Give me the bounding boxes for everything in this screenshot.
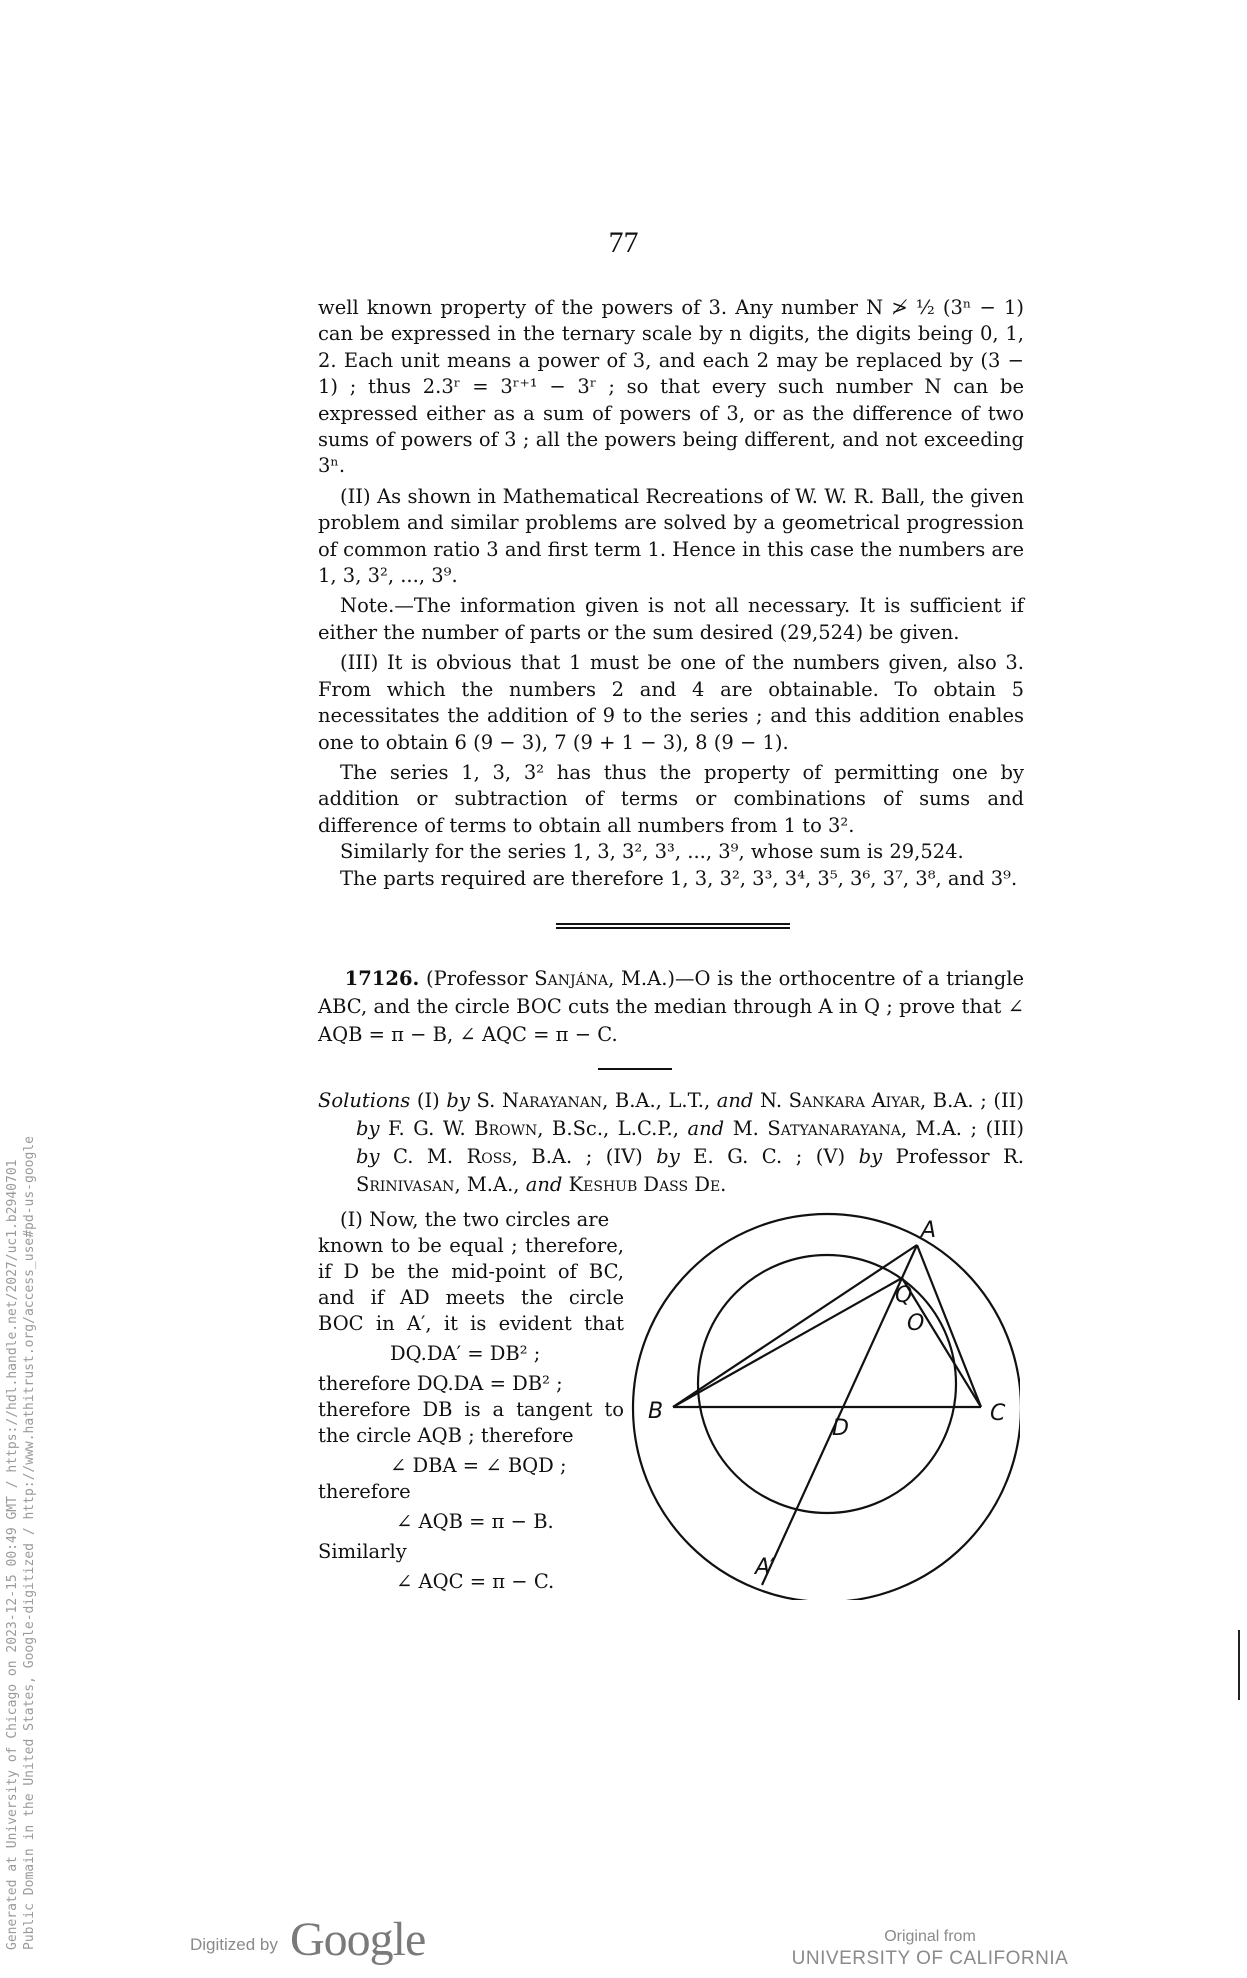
solutions-fragment: C. M. xyxy=(379,1145,467,1168)
proof-line: BOC in A′, it is evident that xyxy=(318,1312,624,1335)
solutions-fragment: Keshub Dass De xyxy=(568,1173,721,1196)
solutions-fragment: , B.A. ; (II) xyxy=(920,1089,1024,1112)
solutions-fragment: by xyxy=(446,1089,470,1112)
line: either the number of parts or the sum desired (29,524) be given. xyxy=(318,620,960,644)
problem-number: 17126. xyxy=(344,967,420,990)
author-prefix: (Professor xyxy=(425,967,535,990)
continuation-text xyxy=(318,295,1024,896)
proof-line: and if AD meets the circle xyxy=(318,1286,624,1309)
line: 0, 1, 2. Each unit means a power of 3, and each 2 may be replaced xyxy=(318,322,1025,372)
paragraph-parts-required: The parts required are therefore 1, 3, 3², 3³, 3⁴, 3⁵, 3⁶, 3⁷, 3⁸, and 3⁹. xyxy=(340,866,1018,890)
solutions-fragment: , B.A. ; (IV) xyxy=(511,1145,657,1168)
label-o: O xyxy=(907,1311,925,1336)
label-b: B xyxy=(648,1399,664,1424)
equation: ∠ AQC = π − C. xyxy=(396,1570,555,1593)
line: can be expressed in the ternary scale by n digits, the digits being xyxy=(318,322,974,346)
solutions-fragment: by xyxy=(858,1145,883,1168)
proof-line: Similarly xyxy=(318,1540,407,1563)
line: (II) As shown in Mathematical Recreations of W. W. R. Ball, the xyxy=(340,484,964,508)
line: The series 1, 3, 3² has thus the property of permitting one by xyxy=(340,760,1024,784)
solutions-fragment: Sankara Aiyar xyxy=(788,1089,921,1112)
line: From which the numbers 2 and 4 are obtainable. To obtain 5 xyxy=(318,677,1024,701)
proof-line: therefore DB is a tangent to xyxy=(318,1398,624,1421)
line: two sums of powers of 3 ; all the powers being different, and not xyxy=(318,401,1024,452)
paragraph-series xyxy=(318,760,1024,839)
watermark-line: Public Domain in the United States, Google-digitized / http://www.hathitrust.org/access_use#pd-us-google xyxy=(22,1136,37,1950)
solutions-fragment: S. xyxy=(469,1089,502,1112)
proof-line: therefore DQ.DA = DB² ; xyxy=(318,1372,563,1395)
line: of terms to obtain all numbers from 1 to 3². xyxy=(424,813,855,837)
solutions-fragment: Professor R. xyxy=(882,1145,1025,1168)
solutions-fragment: Satyanarayana xyxy=(767,1117,901,1140)
solutions-fragment: , M.A., xyxy=(454,1173,526,1196)
solutions-fragment: Brown xyxy=(474,1117,538,1140)
geometry-figure xyxy=(630,1200,1020,1600)
line: given problem and similar problems are solved by a geometrical xyxy=(318,484,1025,535)
equation: ∠ AQB = π − B. xyxy=(396,1510,554,1533)
problem-statement xyxy=(318,965,1024,1049)
solutions-fragment: , M.A. ; (III) xyxy=(900,1117,1024,1140)
solutions-fragment: and xyxy=(716,1089,754,1112)
line: necessitates the addition of 9 to the series ; and this addition enables xyxy=(318,704,1024,728)
line: (III) It is obvious that 1 must be one of the numbers given, also 3. xyxy=(340,651,1024,675)
label-a-prime: A′ xyxy=(755,1555,776,1580)
line: well known property of the powers of 3. Any number N ≯ ½ (3ⁿ − 1) xyxy=(318,296,1024,319)
segment-qc xyxy=(902,1278,981,1407)
line: by (3 − 1) ; thus 2.3ʳ = 3ʳ⁺¹ − 3ʳ ; so that every such number N can be xyxy=(318,348,1025,399)
solutions-fragment: Narayanan xyxy=(501,1089,603,1112)
solutions-fragment: and xyxy=(525,1173,563,1196)
proof-line: known to be equal ; therefore, xyxy=(318,1234,624,1257)
solutions-fragment: M. xyxy=(724,1117,768,1140)
paragraph-part-iii xyxy=(318,650,1024,756)
problem-text: O is the orthocentre of a triangle ABC, and the circle BOC cuts the median through A in Q ; prove that ∠ AQB = π − B, ∠ AQC = π − C. xyxy=(318,967,1025,1046)
solutions-fragment: by xyxy=(656,1145,680,1168)
proof-line: therefore xyxy=(318,1480,411,1503)
paragraph-similarly: Similarly for the series 1, 3, 3², 3³, ..., 3⁹, whose sum is 29,524. xyxy=(340,840,964,864)
solutions-fragment: by xyxy=(356,1117,380,1140)
segment-bq xyxy=(673,1278,902,1407)
circle-boc xyxy=(698,1255,956,1513)
author-name: Sanjána xyxy=(534,967,609,990)
page-number: 77 xyxy=(608,226,639,259)
paragraph-ternary xyxy=(318,295,1024,480)
original-source xyxy=(780,1928,1080,1970)
scan-edge-mark xyxy=(1238,1630,1240,1700)
solutions-fragment: . xyxy=(720,1173,727,1196)
line: Note.—The information given is not all necessary. It is sufficient if xyxy=(340,594,1024,618)
digitized-by-google xyxy=(190,1912,450,1972)
label-d: D xyxy=(832,1416,849,1441)
paragraph-part-ii xyxy=(318,484,1024,590)
label-a: A xyxy=(921,1218,937,1243)
label-q: Q xyxy=(895,1283,913,1308)
google-logo: Google xyxy=(290,1913,426,1966)
equation: DQ.DA′ = DB² ; xyxy=(390,1342,541,1365)
solutions-authors xyxy=(356,1089,1024,1196)
solutions-fragment: Srinivasan xyxy=(356,1173,455,1196)
solutions-fragment: , B.Sc., L.C.P., xyxy=(537,1117,688,1140)
original-from-label: Original from xyxy=(884,1928,976,1945)
university-name: UNIVERSITY OF CALIFORNIA xyxy=(791,1948,1069,1969)
solutions-fragment: (I) xyxy=(410,1089,447,1112)
proof-text xyxy=(318,1207,624,1595)
digitized-by-label: Digitized by xyxy=(190,1935,278,1954)
solutions-fragment: and xyxy=(687,1117,725,1140)
solutions-fragment: E. G. C. ; (V) xyxy=(679,1145,859,1168)
watermark-line: Generated at University of Chicago on 2023-12-15 00:49 GMT / https://hdl.handle.net/2027/uc1.b2940701 xyxy=(5,1159,20,1950)
short-divider xyxy=(598,1068,672,1070)
solutions-fragment: N. xyxy=(753,1089,789,1112)
proof-line: the circle AQB ; therefore xyxy=(318,1424,574,1447)
label-c: C xyxy=(990,1401,1006,1426)
line: exceeding 3ⁿ. xyxy=(318,428,1024,478)
author-suffix: , M.A.)— xyxy=(608,967,695,990)
solutions-label: Solutions xyxy=(318,1089,411,1112)
line: one to obtain 6 (9 − 3), 7 (9 + 1 − 3), 8 (9 − 1). xyxy=(318,730,789,754)
solutions-fragment: Ross xyxy=(466,1145,512,1168)
line: the numbers are 1, 3, 3², ..., 3⁹. xyxy=(318,537,1024,588)
line: expressed either as a sum of powers of 3, or as the difference of xyxy=(318,401,980,425)
section-divider xyxy=(556,923,790,929)
hathitrust-watermark xyxy=(0,975,40,1955)
solutions-fragment: F. G. W. xyxy=(379,1117,475,1140)
equation: ∠ DBA = ∠ BQD ; xyxy=(390,1454,567,1477)
solutions-fragment: by xyxy=(356,1145,380,1168)
solutions-credits xyxy=(318,1087,1024,1199)
proof-line: (I) Now, the two circles are xyxy=(340,1208,610,1231)
line: progression of common ratio 3 and first term 1. Hence in this case xyxy=(318,511,1024,561)
solutions-fragment: , B.A., L.T., xyxy=(602,1089,717,1112)
side-ac xyxy=(917,1245,981,1407)
line: addition or subtraction of terms or combinations of sums and difference xyxy=(318,787,1024,837)
proof-line: if D be the mid-point of BC, xyxy=(318,1260,624,1283)
paragraph-note xyxy=(318,593,1024,646)
